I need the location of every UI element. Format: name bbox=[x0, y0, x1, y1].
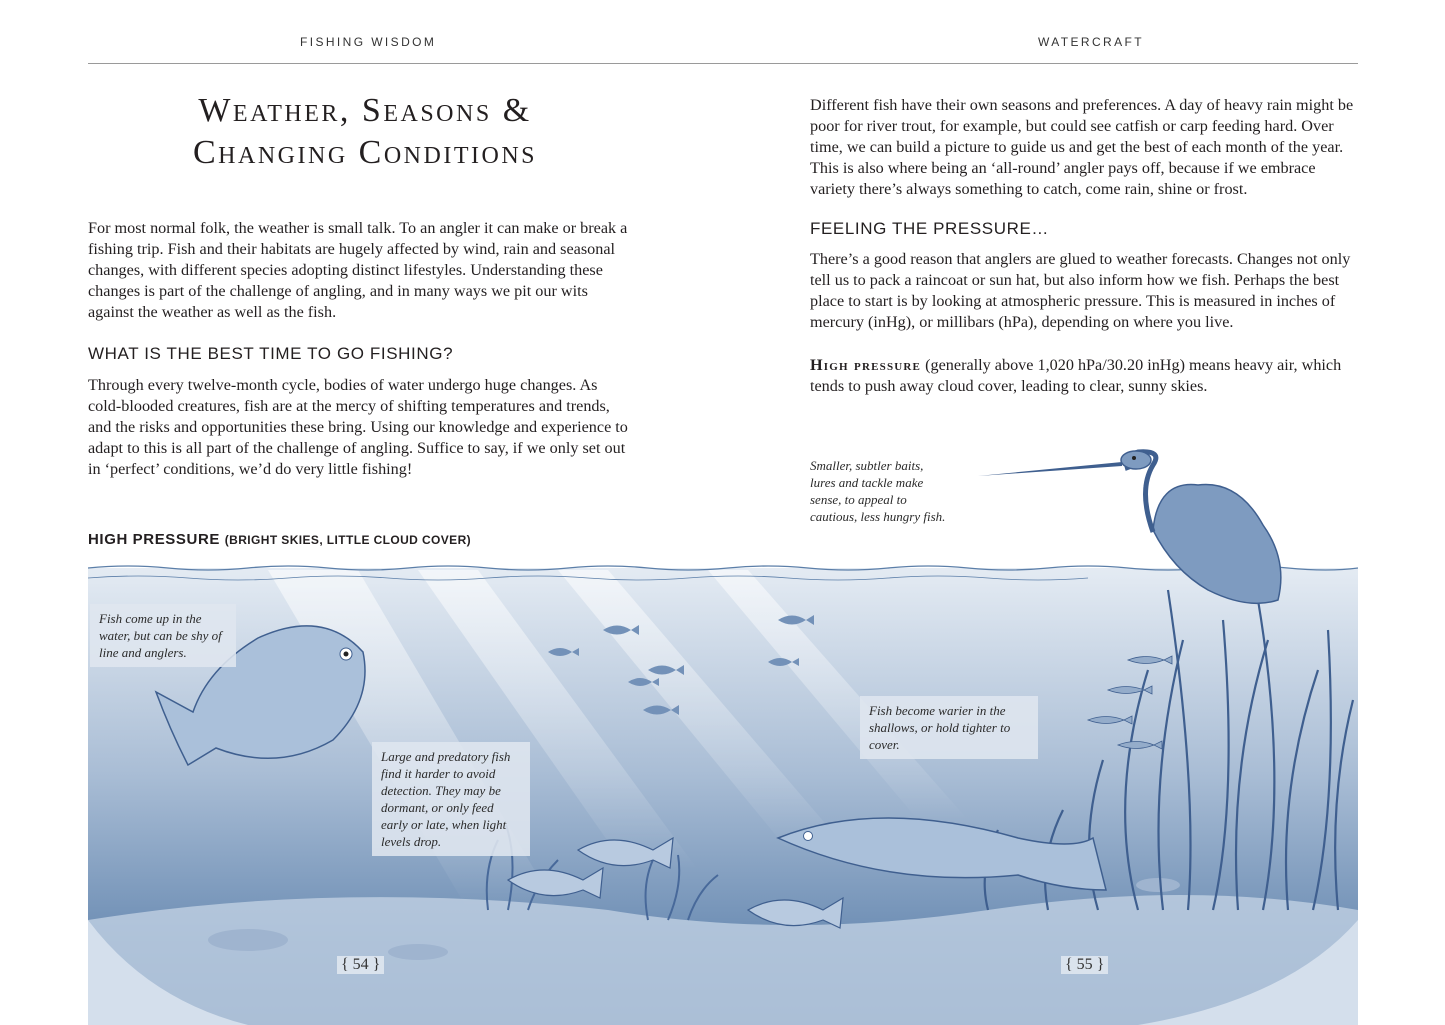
caption-smaller-baits: Smaller, subtler baits, lures and tackle make sense, to appeal to cautious, less hungry fish. bbox=[810, 458, 946, 524]
high-pressure-heading-sub: (BRIGHT SKIES, LITTLE CLOUD COVER) bbox=[224, 533, 472, 547]
caption-fish-warier: Fish become warier in the shallows, or hold tighter to cover. bbox=[860, 696, 1038, 759]
high-pressure-heading-main: HIGH PRESSURE bbox=[88, 531, 220, 548]
running-head-right: WATERCRAFT bbox=[1038, 35, 1144, 49]
feeling-pressure-heading: FEELING THE PRESSURE… bbox=[810, 219, 1050, 238]
seasons-paragraph: Different fish have their own seasons and preferences. A day of heavy rain might be poor for river trout, for example, but could see catfish or carp feeding hard. Over time, we can build a picture to guide us and get the best of each month of the year. This is also where being an ‘all-round’ angler pays off, because if we embrace variety there’s always something to catch, come rain, shine or frost. bbox=[810, 96, 1354, 198]
high-pressure-body: (generally above 1,020 hPa/30.20 inHg) means heavy air, which tends to push away cloud cover, leading to clear, sunny skies. bbox=[810, 356, 1342, 395]
high-pressure-lead: High pressure bbox=[810, 356, 922, 374]
running-head-left: FISHING WISDOM bbox=[300, 35, 437, 49]
intro-paragraph: For most normal folk, the weather is small talk. To an angler it can make or break a fishing trip. Fish and their habitats are hugely affected by wind, rain and seasonal changes, with different species adopting distinct lifestyles. Understanding these changes is part of the challenge of angling, and in many ways we pit our wits against the weather as well as the fish. bbox=[88, 219, 628, 321]
header-rule bbox=[88, 63, 1358, 64]
caption-fish-come-up: Fish come up in the water, but can be shy of line and anglers. bbox=[90, 604, 236, 667]
page-title bbox=[100, 90, 630, 174]
high-pressure-paragraph bbox=[810, 355, 1360, 397]
pressure-paragraph: There’s a good reason that anglers are glued to weather forecasts. Changes not only tell us to pack a raincoat or sun hat, but also inform how we fish. Perhaps the best place to start is by looking at atmospheric pressure. This is measured in inches of mercury (inHg), or millibars (hPa), depending on where you live. bbox=[810, 250, 1351, 331]
page-number-right: { 55 } bbox=[1061, 956, 1108, 974]
page-number-left: { 54 } bbox=[337, 956, 384, 974]
title-line-2: Changing Conditions bbox=[193, 134, 537, 171]
underwater-illustration bbox=[88, 440, 1358, 1025]
best-time-paragraph: Through every twelve-month cycle, bodies of water undergo huge changes. As cold-blooded creatures, fish are at the mercy of shifting temperatures and trends, and the risks and opportunities these bring. Using our knowledge and experience to adapt to this is all part of the challenge of angling. Suffice to say, if we only set out in ‘perfect’ conditions, we’d do very little fishing! bbox=[88, 376, 628, 478]
title-line-1: Weather, Seasons & bbox=[198, 92, 532, 129]
caption-large-predatory: Large and predatory fish find it harder to avoid detection. They may be dormant, or only feed early or late, when light levels drop. bbox=[372, 742, 530, 856]
best-time-heading: WHAT IS THE BEST TIME TO GO FISHING? bbox=[88, 344, 454, 363]
